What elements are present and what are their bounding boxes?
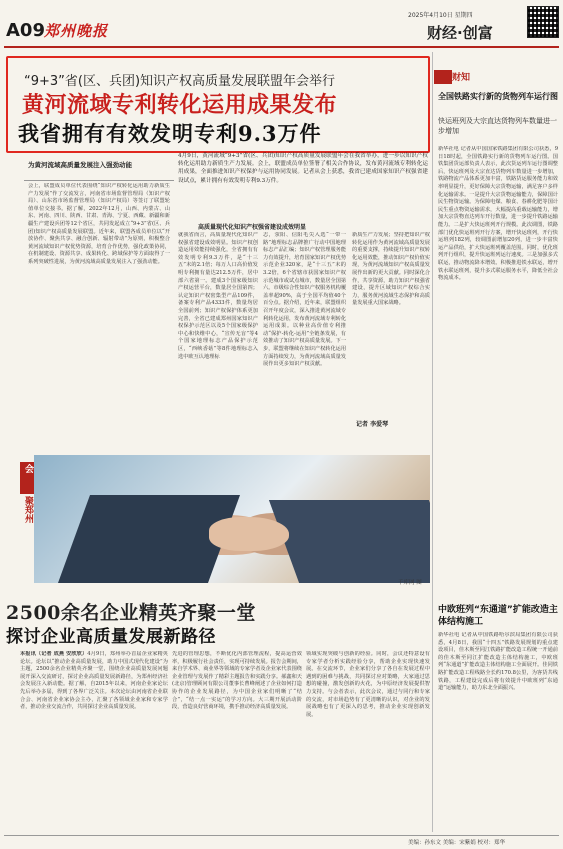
qr-code-icon xyxy=(527,6,559,38)
lead-body-col-1: 就我省而言，高质量现代化知识产权强省建设成效明显。知识产权创造运用效能持续强化，全省拥有有效发明专利9.3万件，是“十三五”末的2.1倍；每万人口高价值发明专利拥有量达212.5万件，居中部六省第一。建成3个国家级知识产权运营平台，数量居全国第四；认定知识产权密集型产品109件，备案专利产品4333件，数量均居全国前列；知识产权保护体系更加完善，全省已建成郑州国家知识产权保护示范区以及5个国家级保护中心和快维中心，“宣传无盲”等4个国家地理标志产品保护示范区，“西峡香菇”等8件地理标志入选中欧互认地理标 xyxy=(178,232,258,360)
newspaper-name-logo: 郑州晚报 xyxy=(44,22,109,40)
second-byline: 本报讯（记者 成燕 安欣欣） xyxy=(20,651,88,657)
section-title: 财经·创富 xyxy=(427,24,493,42)
vertical-label-bottom: 聚郑州 xyxy=(23,496,33,523)
footer-divider xyxy=(4,835,559,836)
right-article-1-title: 全国铁路实行新的货物列车运行图 xyxy=(438,92,558,101)
side-article-title: 为黄河流域高质量发展注入强劲动能 xyxy=(28,161,132,169)
second-title-2: 探讨企业高质量发展新路径 xyxy=(6,627,216,647)
right-tag-bar xyxy=(434,70,452,84)
lead-title-black: 我省拥有有效发明专利9.3万件 xyxy=(18,121,322,146)
right-article-2-title: 中欧班列“东通道”扩能改造主体结构施工 xyxy=(438,605,558,627)
header-divider xyxy=(4,46,559,48)
second-body-col-2: 先进的管理思想，不断优化内部管理流程，提高运营效率，积极履行社会责任，实现可持续发展。报告会期间，来自学术界、商业界等领域的专家学者及企业家代表围绕企业管理与发展作了精彩主题报告和实践分享。郝鑫和天(北京)管理顾问有限公司董事长曹峰阐述了企业如何打造协作的企业发展路径，为中国企业家们明晰了“结合”，“结一点一实运”的学习方向。大三期开展活动阶段，营造良好营商环境，携手推动经济高质量发展。 xyxy=(172,651,302,711)
second-body-text-1: 4月9日，郑州举办首届企业家精英论坛。论坛以“推动企业高质量发展，助力中国式现代化建设”为主题，2500余名企业精英齐聚一堂，围绕企业高质量发展问题展开深入交流研讨，探讨企业高质量发展新路径，为郑州经济社会发展注入新动能。据了解，自2015年以来，河南企业家论坛先后举办多届，得到了各界广泛关注。本次论坛由河南省企业联合会、河南省企业家协会主办，汇聚了各领域企业家和专家学者，推动企业交流合作，共同探讨企业高质量发展。 xyxy=(20,651,168,711)
lead-intro: 4月9日，黄河流域“9+3”省(区、兵团)知识产权高质量发展联盟年会在我省举办，进一步以知识产权转化运用助力新质生产力发展。会上，联盟成员单位签署了相关合作协议，发布黄河流域专利转化运用成果，全面推进知识产权保护与运用协同发展。记者从会上获悉，我省已建成国家知识产权强省建设试点，累计拥有有效发明专利9.3万件。 xyxy=(178,153,428,184)
lead-body-col-2: 志，荥阳、信阳毛尖入选“一带一路”地理标志品牌推广行动中国地理标志产品汇编；知识产权管理服务能力有效提升，培育国家知识产权优势示范企业320家，是“十三五”末的3.2倍，6个省辖市获国家知识产权示范城市或试点城市，数量居全国第六。市级综合性知识产权服务机构覆盖率超90%，高于全国平均值40个百分点。据介绍，近年来，联盟组织召开年度会议，深入推进黄河流域专利转化运用，发布黄河流域专利转化运用成果。以种业高价值专利推动“保护-转化-运用”全链条发展，有效推动了知识产权高质量发展。下一步，联盟将继续在知识产权转化运用方面持续发力，为黄河流域高质量发展作出更多知识产权贡献。 xyxy=(263,232,346,368)
right-article-1-subtitle: 快运班列及大宗直达货物列车数量进一步增加 xyxy=(438,117,557,135)
footer-credits: 美编：孙东文 美编：宋紫娟 校对：郑华 xyxy=(408,840,505,846)
lead-body-col-3: 新质生产力发展；坚持把知识产权转化运用作为黄河流域高质量发展的重要支撑，持续提升知识产权转化运用效能，推动知识产权价值实现，为黄河流域知识产权高质量发展作出新的更大贡献。同时深化合作，共享资源，助力知识产权强省建设，提升区域知识产权综合实力，服务黄河流域生态保护和高质量发展重大国家战略。 xyxy=(352,232,430,307)
lead-subhead: 高质量现代化知识产权强省建设成效明显 xyxy=(198,224,307,231)
photo-caption: 千库网 图 xyxy=(398,580,422,586)
column-divider xyxy=(432,52,433,832)
issue-date: 2025年4月10日 星期四 xyxy=(408,12,473,19)
lead-kicker: “9+3”省(区、兵团)知识产权高质量发展联盟年会举行 xyxy=(24,74,336,89)
side-article-body: 会上，联盟成员单位代表围绕“知识产权转化运用助力新质生产力发展”作了交流发言，河南省市场监督管理局（知识产权局）、山东省市场监督管理局（知识产权局）等签订了联盟轮值单位交接书。据了解，2022年12月，山西、内蒙古、山东、河南、四川、陕西、甘肃、青海、宁夏、西藏、新疆和新疆生产建设兵团等12个省区，共同发起成立“9+3”省(区、兵团)知识产权高质量发展联盟。近年来，联盟各成员单位以“开放协作、聚焦共享、融合创新、辐射带动”为原则，积极整合黄河流域知识产权优势资源，培育合作优势，强化政策协同，在机制建设、资源共享、成果转化、跨域保护等方面取得了一系列突破性进展，为黄河流域高质量发展注入了强劲动能。 xyxy=(28,183,170,265)
handshake-photo xyxy=(34,455,430,583)
right-article-1-body: 新华社电 记者从中国国家铁路集团有限公司获悉，9日18时起，全国铁路实行新的货物列车运行图。国铁集团货运部负责人表示，此次货运列车运行图调整后，快运班列及大宗直达货物列车数量进一步增加，铁路物流产品体系更加丰富，铁路货运服务能力和效率明显提升，更好保障大宗货物运输，满足客户多样化运输需求。一是提升大宗货物运输能力，保障国计民生物资运输。为保障电煤、粮食、春耕化肥等国计民生重点物资运输需求，大幅提高重载运输能力，增加大宗货物直达列车开行数量，进一步提升铁路运输能力。二是扩大快运班列开行规模。此次调图，铁路部门优化快运班列开行方案，增开快运班列，开行快运班列182列，较调图前增加20列，进一步丰富快运产品供给，扩大快运班列覆盖范围。同时，优化班列开行组织，提升快运班列运行速度。三是加强多式联运，推动物流降本增效。积极推进铁水联运，增开铁水联运班列，提升多式联运服务水平，降低全社会物流成本。 xyxy=(438,146,558,282)
second-body-col-3: 领域实现突破与创新的经验。同时，会议还特意设有专家学者分析实践经验分享，帮助企业实现快速发展。在交流环节，企业家们分享了各自在发展过程中遇到的困难与挑战，共同探讨应对策略，大家通过思想的碰撞，激发创新的火花，为中原经济发展提供智力支持。与会者表示，此次会议，通过与同行和专家的交流，对市场趋势有了更清晰的认识，对企业的发展战略也有了更深入的思考，推动企业实现创新发展。 xyxy=(306,651,430,718)
second-title-1: 2500余名企业精英齐聚一堂 xyxy=(6,602,256,624)
vertical-label-top: 会 xyxy=(23,464,33,473)
page-number: A09 xyxy=(6,20,45,41)
right-tag-label: 财知 xyxy=(452,73,471,83)
lead-reporter: 记者 李爱琴 xyxy=(356,421,389,428)
side-divider xyxy=(24,180,174,181)
lead-title-red: 黄河流域专利转化运用成果发布 xyxy=(22,92,338,118)
second-body-col-1 xyxy=(20,651,168,833)
right-article-2-body: 新华社电 记者从中国铁路哈尔滨局集团有限公司获悉，4月8日，我国“十四五”铁路发展规划的重点建设项目，佳木斯至同江铁路扩能改造工程统一开通前的佳木斯至同江扩能改造主体结构施工，中欧班列“东通道”扩能改造主体结构施工全面展开。佳同铁路扩能改造工程线路全长约170.8公里，为客货共线铁路，工程建设完成后将有效提升中欧班列“东通道”运输能力，助力东北全面振兴。 xyxy=(438,632,558,692)
